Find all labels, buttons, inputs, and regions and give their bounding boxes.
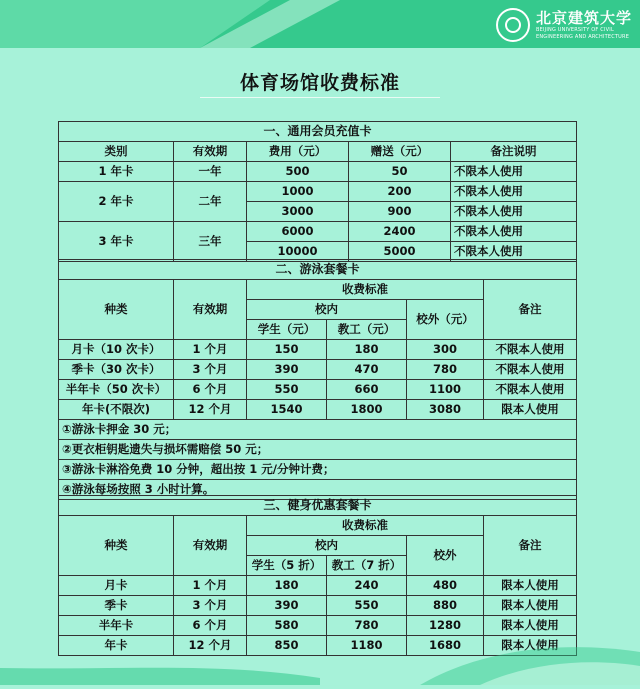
table-row — [59, 182, 577, 202]
note: 限本人使用 — [484, 400, 577, 420]
validity: 二年 — [174, 182, 247, 222]
fee: 10000 — [247, 242, 349, 262]
card-type: 月卡 — [59, 576, 174, 596]
bonus: 200 — [349, 182, 451, 202]
fitness-package-table — [58, 495, 577, 656]
column-header: 有效期 — [174, 516, 247, 576]
table-row — [59, 222, 577, 242]
column-header: 学生（5 折） — [247, 556, 327, 576]
staff-price: 1180 — [327, 636, 407, 656]
off-campus-price: 1100 — [407, 380, 484, 400]
note: 不限本人使用 — [451, 162, 577, 182]
table-row — [59, 340, 577, 360]
column-header: 学生（元） — [247, 320, 327, 340]
note: 限本人使用 — [484, 576, 577, 596]
card-type: 3 年卡 — [59, 222, 174, 262]
table-header-row — [59, 142, 577, 162]
table-header-row — [59, 280, 577, 300]
validity: 6 个月 — [174, 380, 247, 400]
card-type: 季卡 — [59, 596, 174, 616]
off-campus-price: 480 — [407, 576, 484, 596]
note: 限本人使用 — [484, 596, 577, 616]
logo-name-en-2: ENGINEERING AND ARCHITECTURE — [535, 33, 630, 40]
column-header: 校外 — [407, 536, 484, 576]
student-price: 850 — [247, 636, 327, 656]
column-header: 校外（元） — [407, 300, 484, 340]
validity: 3 个月 — [174, 360, 247, 380]
validity: 3 个月 — [174, 596, 247, 616]
student-price: 390 — [247, 596, 327, 616]
column-header: 校内 — [247, 536, 407, 556]
card-type: 半年卡 — [59, 616, 174, 636]
column-header: 教工（元） — [327, 320, 407, 340]
table-row — [59, 596, 577, 616]
university-seal-icon — [496, 8, 530, 42]
student-price: 550 — [247, 380, 327, 400]
staff-price: 780 — [327, 616, 407, 636]
note: 不限本人使用 — [484, 380, 577, 400]
page-title: 体育场馆收费标准 — [239, 72, 400, 94]
validity: 6 个月 — [174, 616, 247, 636]
university-logo — [496, 8, 632, 42]
fee: 3000 — [247, 202, 349, 222]
card-type: 年卡 — [59, 636, 174, 656]
section-title: 一、通用会员充值卡 — [59, 122, 577, 142]
note: 限本人使用 — [484, 636, 577, 656]
note: 限本人使用 — [484, 616, 577, 636]
logo-name-en-1: BEIJING UNIVERSITY OF CIVIL — [535, 26, 614, 33]
staff-price: 470 — [327, 360, 407, 380]
swim-note: ①游泳卡押金 30 元； — [59, 420, 577, 440]
staff-price: 550 — [327, 596, 407, 616]
header-banner — [0, 0, 640, 48]
validity: 一年 — [174, 162, 247, 182]
column-header: 种类 — [59, 516, 174, 576]
section-title: 三、健身优惠套餐卡 — [59, 496, 577, 516]
note: 不限本人使用 — [484, 340, 577, 360]
column-header: 备注 — [484, 280, 577, 340]
table-row — [59, 380, 577, 400]
table-row — [59, 162, 577, 182]
bonus: 5000 — [349, 242, 451, 262]
off-campus-price: 300 — [407, 340, 484, 360]
fee: 1000 — [247, 182, 349, 202]
staff-price: 240 — [327, 576, 407, 596]
column-header: 备注 — [484, 516, 577, 576]
card-type: 月卡（10 次卡） — [59, 340, 174, 360]
staff-price: 1800 — [327, 400, 407, 420]
student-price: 180 — [247, 576, 327, 596]
validity: 三年 — [174, 222, 247, 262]
section-title: 二、游泳套餐卡 — [59, 260, 577, 280]
table-row — [59, 360, 577, 380]
column-header: 赠送（元） — [349, 142, 451, 162]
note: 不限本人使用 — [451, 222, 577, 242]
staff-price: 660 — [327, 380, 407, 400]
bonus: 900 — [349, 202, 451, 222]
card-type: 1 年卡 — [59, 162, 174, 182]
staff-price: 180 — [327, 340, 407, 360]
table-row — [59, 576, 577, 596]
swim-note: ②更衣柜钥匙遗失与损坏需赔偿 50 元； — [59, 440, 577, 460]
student-price: 580 — [247, 616, 327, 636]
membership-card-table — [58, 121, 577, 262]
swim-note: ③游泳卡淋浴免费 10 分钟，超出按 1 元/分钟计费； — [59, 460, 577, 480]
fee: 6000 — [247, 222, 349, 242]
column-header: 收费标准 — [247, 516, 484, 536]
validity: 1 个月 — [174, 340, 247, 360]
note: 不限本人使用 — [451, 242, 577, 262]
swim-note: ④游泳每场按照 3 小时计算。 — [59, 480, 577, 500]
swimming-package-table — [58, 259, 577, 500]
note: 不限本人使用 — [451, 202, 577, 222]
column-header: 种类 — [59, 280, 174, 340]
student-price: 150 — [247, 340, 327, 360]
bottom-decoration — [0, 640, 640, 685]
off-campus-price: 780 — [407, 360, 484, 380]
card-type: 年卡(不限次) — [59, 400, 174, 420]
column-header: 校内 — [247, 300, 407, 320]
column-header: 备注说明 — [451, 142, 577, 162]
title-divider — [200, 97, 440, 98]
column-header: 有效期 — [174, 142, 247, 162]
bonus: 2400 — [349, 222, 451, 242]
note: 不限本人使用 — [451, 182, 577, 202]
off-campus-price: 3080 — [407, 400, 484, 420]
bonus: 50 — [349, 162, 451, 182]
off-campus-price: 880 — [407, 596, 484, 616]
note: 不限本人使用 — [484, 360, 577, 380]
column-header: 有效期 — [174, 280, 247, 340]
validity: 12 个月 — [174, 636, 247, 656]
column-header: 类别 — [59, 142, 174, 162]
card-type: 季卡（30 次卡） — [59, 360, 174, 380]
off-campus-price: 1680 — [407, 636, 484, 656]
validity: 12 个月 — [174, 400, 247, 420]
table-row — [59, 400, 577, 420]
column-header: 收费标准 — [247, 280, 484, 300]
student-price: 390 — [247, 360, 327, 380]
column-header: 教工（7 折） — [327, 556, 407, 576]
table-header-row — [59, 516, 577, 536]
fee: 500 — [247, 162, 349, 182]
card-type: 半年卡（50 次卡） — [59, 380, 174, 400]
logo-name-cn: 北京建筑大学 — [535, 8, 632, 27]
column-header: 费用（元） — [247, 142, 349, 162]
student-price: 1540 — [247, 400, 327, 420]
off-campus-price: 1280 — [407, 616, 484, 636]
card-type: 2 年卡 — [59, 182, 174, 222]
validity: 1 个月 — [174, 576, 247, 596]
table-row — [59, 616, 577, 636]
